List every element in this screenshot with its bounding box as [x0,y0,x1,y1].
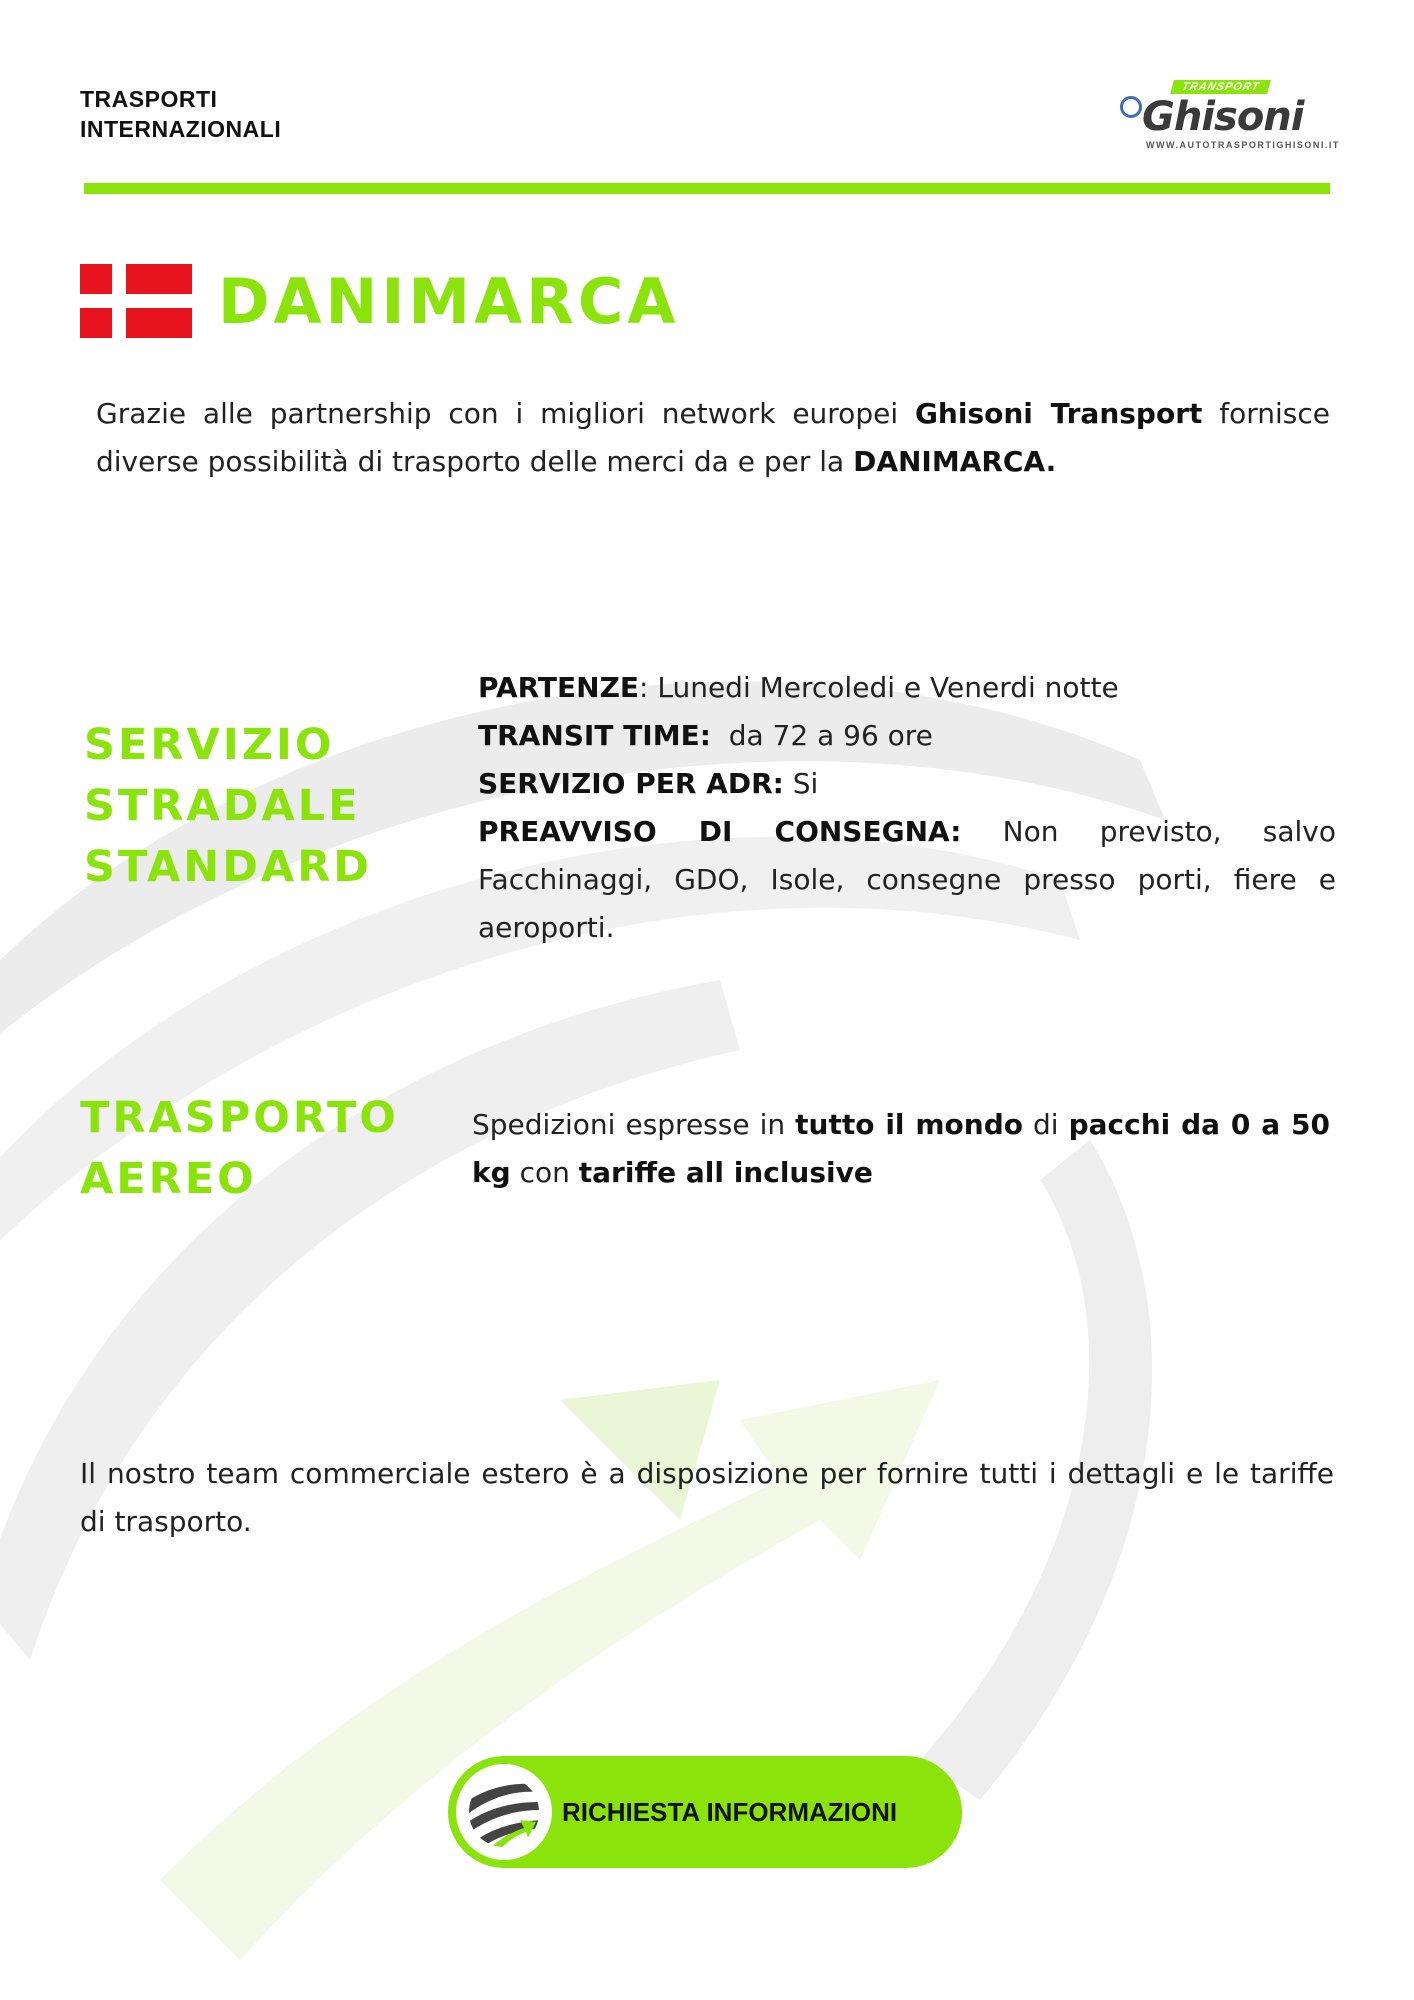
intro-paragraph [96,390,1330,486]
intro-brand: Ghisoni Transport [914,397,1203,430]
logo-seal-icon [1120,96,1142,118]
header-label-line2: INTERNAZIONALI [80,116,282,142]
air-bold-1: tutto il mondo [795,1108,1024,1141]
adr-row [478,760,1336,808]
air-bold-3: tariffe all inclusive [578,1156,873,1189]
road-service-title [84,715,424,898]
road-title-line2: STRADALE [84,781,361,831]
departures-label: PARTENZE [478,671,640,704]
logo-wordmark: Ghisoni [1142,94,1304,140]
globe-arrow-icon [456,1764,552,1860]
header-label-line1: TRASPORTI [80,86,218,112]
air-title-line1: TRASPORTO [80,1093,399,1143]
header-category [80,84,281,144]
adr-label: SERVIZIO PER ADR: [478,767,784,800]
page-title: DANIMARCA [218,265,680,338]
company-logo [1120,78,1350,160]
departures-row [478,664,1336,712]
air-text-2: di [1023,1108,1069,1141]
road-service-details [478,664,1336,952]
air-service-details [472,1101,1330,1197]
notice-label: PREAVVISO DI CONSEGNA: [478,815,962,848]
request-info-button[interactable] [448,1756,962,1868]
request-info-label: RICHIESTA INFORMAZIONI [562,1796,898,1827]
air-service-title [80,1088,460,1210]
departures-value: : Lunedi Mercoledi e Venerdi notte [639,671,1119,704]
notice-value: Non previsto, salvo Facchinaggi, GDO, Isole, consegne presso porti, fiere e aeroporti. [478,815,1336,944]
transit-label: TRANSIT TIME: [478,719,711,752]
air-bold-2: pacchi da 0 a 50 kg [472,1108,1330,1189]
intro-text-1: Grazie alle partnership con i migliori network europei [96,397,915,430]
notice-row [478,815,1336,944]
transit-value: da 72 a 96 ore [710,719,933,752]
closing-paragraph: Il nostro team commerciale estero è a disposizione per fornire tutti i dettagli e le tariffe di trasporto. [80,1457,1334,1538]
logo-url: WWW.AUTOTRASPORTIGHISONI.IT [1146,140,1340,150]
intro-country: DANIMARCA. [853,445,1057,478]
transit-row [478,712,1336,760]
air-text-1: Spedizioni espresse in [472,1108,796,1141]
denmark-flag-icon [80,264,192,338]
intro-text-2: fornisce diverse possibilità di trasporto delle merci da e per la [96,397,1330,478]
adr-value: Si [783,767,819,800]
road-title-line3: STANDARD [84,842,373,892]
header-divider [84,183,1330,194]
air-text-3: con [510,1156,579,1189]
logo-badge: TRANSPORT [1170,80,1271,94]
road-title-line1: SERVIZIO [84,720,335,770]
air-title-line2: AEREO [80,1154,257,1204]
